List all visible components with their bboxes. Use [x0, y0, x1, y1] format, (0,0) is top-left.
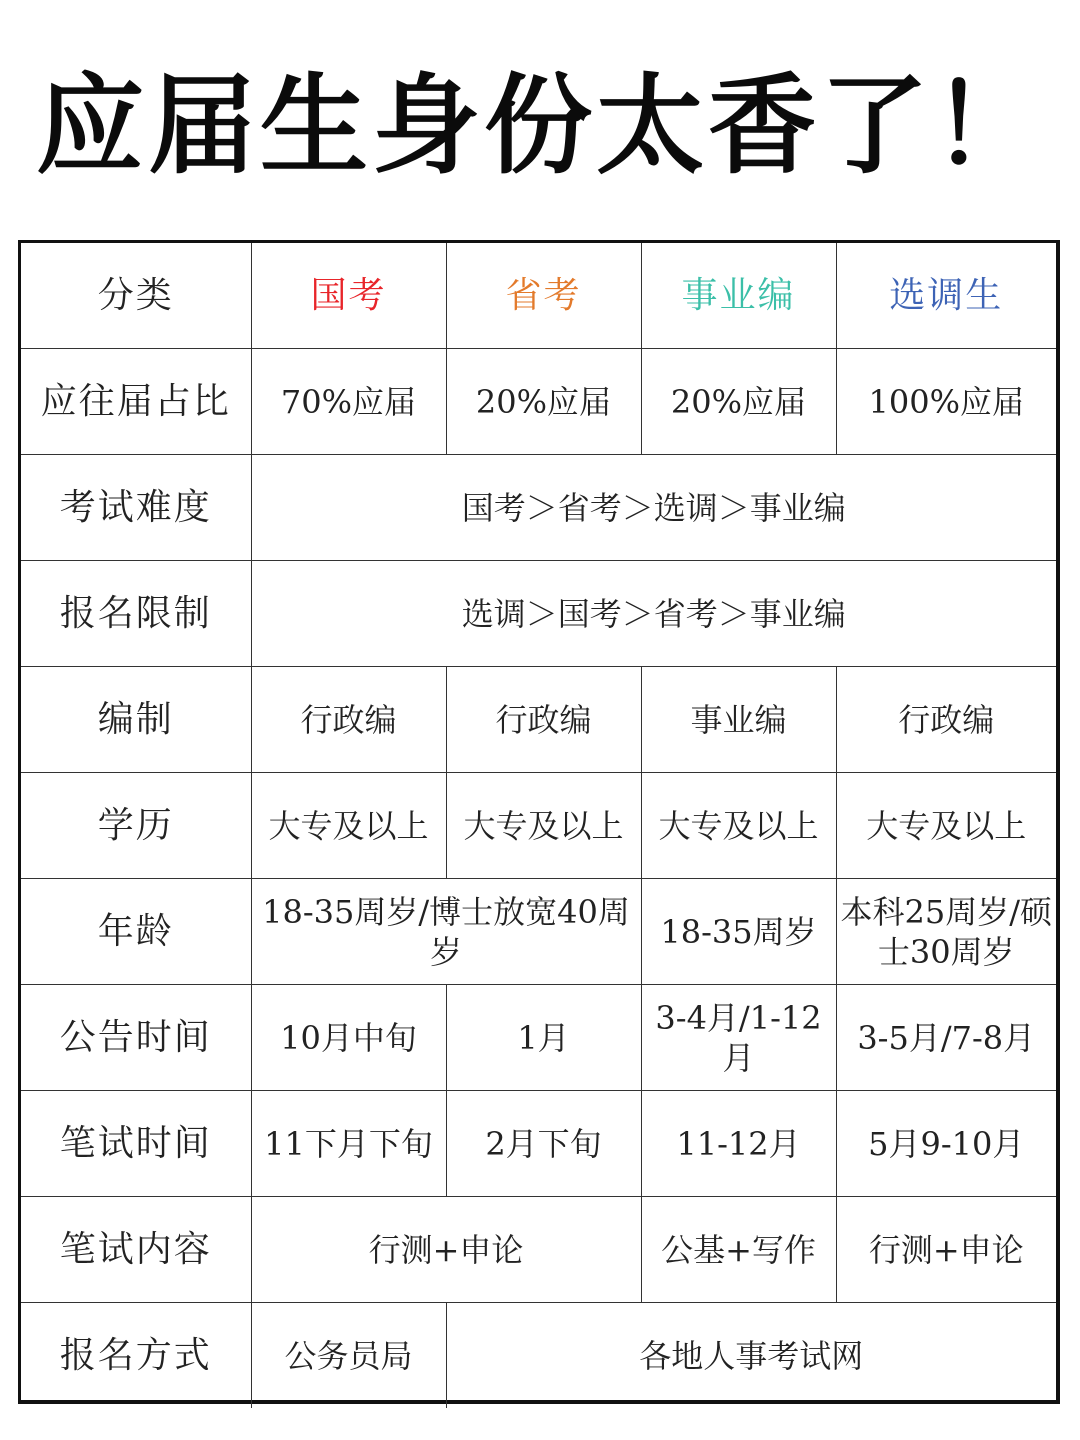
table-cell: 大专及以上	[641, 773, 836, 879]
row-label-signup: 报名方式	[21, 1303, 251, 1409]
table-cell: 公务员局	[251, 1303, 446, 1409]
table-cell: 行政编	[836, 667, 1056, 773]
table-cell: 大专及以上	[251, 773, 446, 879]
row-label-age: 年龄	[21, 879, 251, 985]
row-label-education: 学历	[21, 773, 251, 879]
row-label-category: 分类	[21, 243, 251, 349]
table-cell: 行测+申论	[251, 1197, 641, 1303]
row-label-restriction: 报名限制	[21, 561, 251, 667]
row-label-bianzhi: 编制	[21, 667, 251, 773]
row-label-exam-time: 笔试时间	[21, 1091, 251, 1197]
table-cell: 大专及以上	[836, 773, 1056, 879]
table-row-notice-time	[21, 985, 1056, 1091]
table-cell: 3-4月/1-12月	[641, 985, 836, 1091]
row-label-ratio: 应往届占比	[21, 349, 251, 455]
table-cell: 100%应届	[836, 349, 1056, 455]
table-row-exam-time	[21, 1091, 1056, 1197]
table-cell: 10月中旬	[251, 985, 446, 1091]
table-cell: 各地人事考试网	[446, 1303, 1056, 1409]
table-cell: 11下月下旬	[251, 1091, 446, 1197]
table-cell: 国考＞省考＞选调＞事业编	[251, 455, 1056, 561]
table-cell: 行测+申论	[836, 1197, 1056, 1303]
table-cell: 行政编	[446, 667, 641, 773]
table-cell: 事业编	[641, 667, 836, 773]
table-row-difficulty	[21, 455, 1056, 561]
table-row-signup	[21, 1303, 1056, 1409]
table-row-education	[21, 773, 1056, 879]
table-row-age	[21, 879, 1056, 985]
table-cell: 20%应届	[446, 349, 641, 455]
table-row-bianzhi	[21, 667, 1056, 773]
comparison-table	[18, 240, 1060, 1404]
row-label-notice-time: 公告时间	[21, 985, 251, 1091]
table-cell: 大专及以上	[446, 773, 641, 879]
table-row-exam-content	[21, 1197, 1056, 1303]
col-header-shengkao: 省考	[446, 243, 641, 349]
page-title: 应届生身份太香了！	[35, 64, 1044, 189]
table-header-row	[21, 243, 1056, 349]
col-header-guokao: 国考	[251, 243, 446, 349]
table-cell: 11-12月	[641, 1091, 836, 1197]
table-cell: 2月下旬	[446, 1091, 641, 1197]
table-cell: 选调＞国考＞省考＞事业编	[251, 561, 1056, 667]
col-header-shiyebian: 事业编	[641, 243, 836, 349]
table-cell: 行政编	[251, 667, 446, 773]
table-cell: 1月	[446, 985, 641, 1091]
table-cell: 18-35周岁/博士放宽40周岁	[251, 879, 641, 985]
table-cell: 3-5月/7-8月	[836, 985, 1056, 1091]
table-cell: 本科25周岁/硕士30周岁	[836, 879, 1056, 985]
table-cell: 20%应届	[641, 349, 836, 455]
table-cell: 5月9-10月	[836, 1091, 1056, 1197]
col-header-xuandiao: 选调生	[836, 243, 1056, 349]
table-cell: 18-35周岁	[641, 879, 836, 985]
table-row-restriction	[21, 561, 1056, 667]
row-label-exam-content: 笔试内容	[21, 1197, 251, 1303]
table-cell: 公基+写作	[641, 1197, 836, 1303]
table-cell: 70%应届	[251, 349, 446, 455]
row-label-difficulty: 考试难度	[21, 455, 251, 561]
table-row-ratio	[21, 349, 1056, 455]
